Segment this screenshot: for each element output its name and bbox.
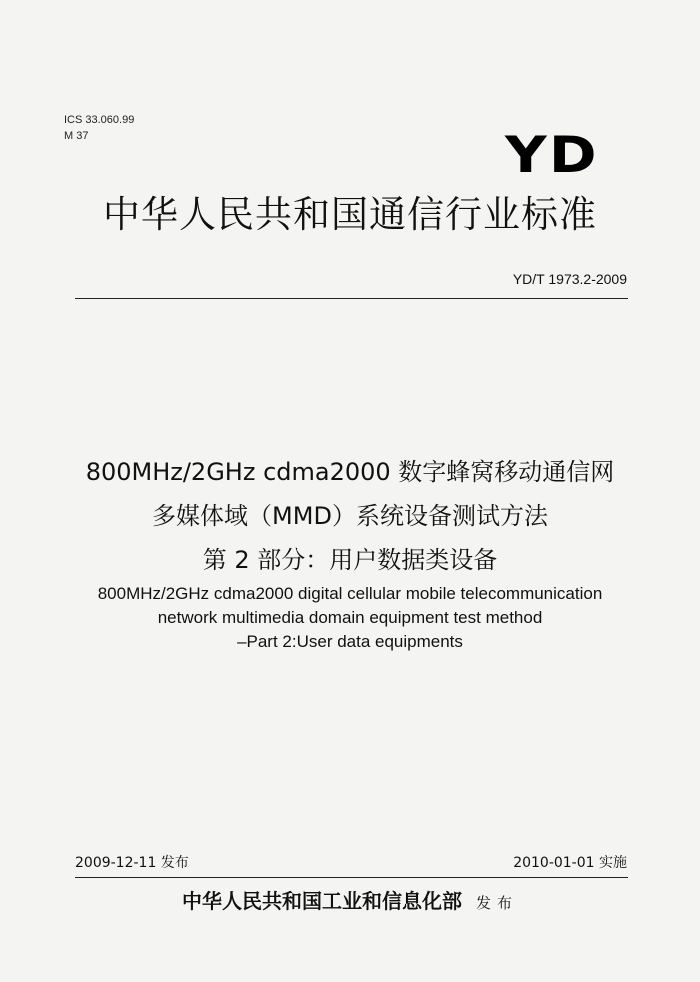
ccs-code: M 37 [64,130,89,142]
implementation-date: 2010-01-01 实施 [513,855,627,871]
title-en-line-2: network multimedia domain equipment test method [157,608,543,627]
publish-action: 发布 [475,894,518,912]
title-en-line-3: –Part 2:User data equipments [237,632,463,651]
publisher-name: 中华人民共和国工业和信息化部 [181,889,462,913]
ics-code: ICS 33.060.99 [64,114,135,126]
document-title [0,450,700,654]
title-cn-line-1: 800MHz/2GHz cdma2000 数字蜂窝移动通信网 [85,458,615,486]
bottom-divider [75,877,628,878]
standard-code: YD/T 1973.2-2009 [512,271,627,287]
issue-date: 2009-12-11 发布 [75,855,189,871]
publisher-line [0,886,700,918]
top-divider [75,298,628,299]
title-en-line-1: 800MHz/2GHz cdma2000 digital cellular mobile telecommunication [97,584,603,603]
standard-name: 中华人民共和国通信行业标准 [103,193,597,236]
yd-logo: YD [505,126,599,184]
title-cn-line-2: 多媒体域（MMD）系统设备测试方法 [152,502,548,530]
title-cn-line-3: 第 2 部分：用户数据类设备 [202,546,498,574]
classification-codes [64,112,134,144]
